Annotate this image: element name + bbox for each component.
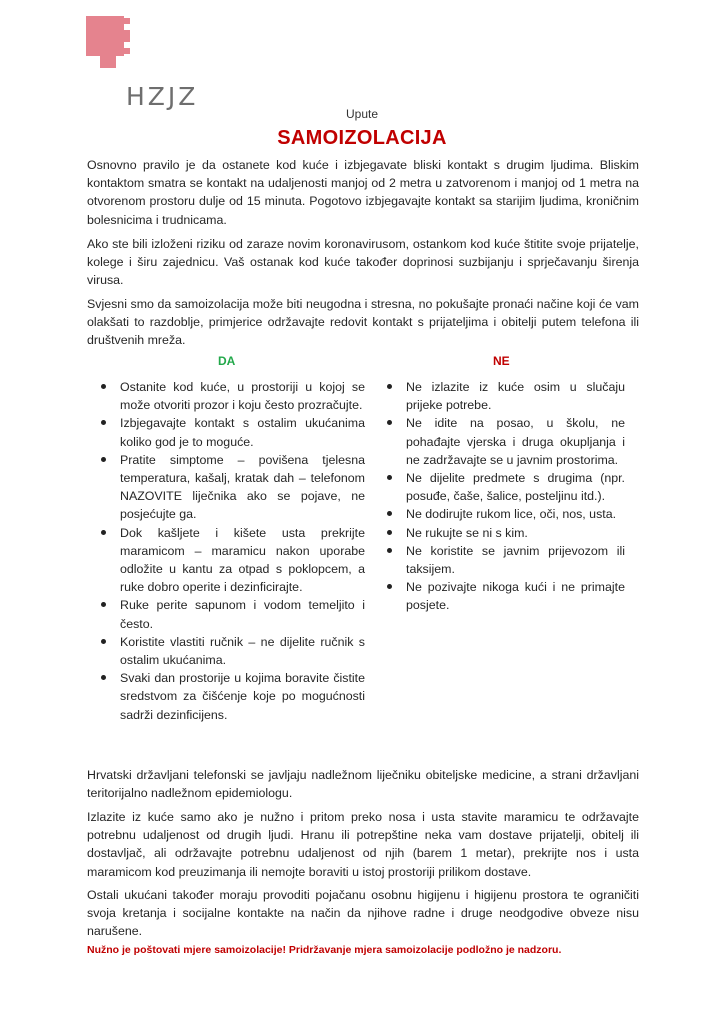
logo-block-bottom: [100, 56, 116, 68]
da-item: Izbjegavajte kontakt s ostalim ukućanima koliko god je to moguće.: [101, 414, 365, 450]
ne-item: Ne izlazite iz kuće osim u slučaju prijeke potrebe.: [387, 378, 625, 414]
ne-item: Ne rukujte se ni s kim.: [387, 524, 625, 542]
hzjz-logo: [86, 16, 206, 111]
da-item: Koristite vlastiti ručnik – ne dijelite ručnik s ostalim ukućanima.: [101, 633, 365, 669]
da-item: Pratite simptome – povišena tjelesna temperatura, kašalj, kratak dah – telefonom NAZOVITE liječnika ako se pojave, ne posjećujte ga.: [101, 451, 365, 524]
logo-text: HZJZ: [126, 82, 199, 111]
da-item: Ostanite kod kuće, u prostoriji u kojoj se može otvoriti prozor i koju često prozračujte.: [101, 378, 365, 414]
ne-item: Ne pozivajte nikoga kući i ne primajte posjete.: [387, 578, 625, 614]
document-subtitle: Upute: [345, 107, 379, 121]
outro-paragraph-3: Ostali ukućani također moraju provoditi pojačanu osobnu higijenu i higijenu prostora te ograničiti svoja kretanja i socijalne kontakte na način da njihove radne i druge neodgodive obveze nisu narušene.: [87, 888, 639, 939]
ne-item: Ne koristite se javnim prijevozom ili taksijem.: [387, 542, 625, 578]
intro-paragraph-2: Ako ste bili izloženi riziku od zaraze novim koronavirusom, ostankom kod kuće štitite svoje prijatelje, kolege i širu zajednicu. Vaš ostanak kod kuće također doprinosi suzbijanju i sprječavanju širenja virusa.: [87, 237, 639, 288]
intro-paragraph-3: Svjesni smo da samoizolacija može biti neugodna i stresna, no pokušajte pronaći načine koji će vam olakšati to razdoblje, primjerice održavajte redovit kontakt s prijateljima i obitelji putem telefona ili društvenih mreža.: [87, 297, 639, 348]
ne-item: Ne idite na posao, u školu, ne pohađajte vjerska i druga okupljanja i ne zadržavajte se u javnim prostorima.: [387, 414, 625, 469]
logo-block-large: [86, 16, 124, 56]
ne-heading: NE: [493, 354, 510, 368]
da-list: [101, 378, 365, 724]
ne-list: [387, 378, 625, 615]
document-title: SAMOIZOLACIJA: [277, 127, 447, 149]
intro-paragraph-1: Osnovno pravilo je da ostanete kod kuće i izbjegavate bliski kontakt s drugim ljudima. Bliskim kontaktom smatra se kontakt na udaljenosti manjoj od 2 metra u zatvorenom i manjoj od 1 metra na otvorenom prostoru dulje od 15 minuta. Pogotovo izbjegavajte kontakt sa starijim ljudima, kroničnim bolesnicima i trudnicama.: [87, 158, 639, 227]
outro-paragraph-1: Hrvatski državljani telefonski se javljaju nadležnom liječniku obiteljske medicine, a strani državljani teritorijalno nadležnom epidemiologu.: [87, 768, 639, 801]
ne-item: Ne dijelite predmete s drugima (npr. posuđe, čaše, šalice, posteljinu itd.).: [387, 469, 625, 505]
da-item: Ruke perite sapunom i vodom temeljito i često.: [101, 596, 365, 632]
supervision-notice: Nužno je poštovati mjere samoizolacije! Pridržavanje mjera samoizolacije podložno je nadzoru.: [87, 944, 562, 956]
da-item: Svaki dan prostorije u kojima boravite čistite sredstvom za čišćenje koje po mogućnosti sadrži dezinficijens.: [101, 669, 365, 724]
outro-paragraph-2: Izlazite iz kuće samo ako je nužno i pritom preko nosa i usta stavite maramicu te održavajte potrebnu udaljenost od drugih ljudi. Hranu ili potrepštine neka vam dostave prijatelji, obitelj ili dostavljač, ali održavajte potrebnu udaljenost od njih (barem 1 metar), prekrijte nos i usta maramicom kod preuzimanja ili nemojte boraviti u istoj prostoriji prilikom dostave.: [87, 810, 639, 879]
logo-block-top-right: [124, 18, 130, 24]
da-item: Dok kašljete i kišete usta prekrijte maramicom – maramicu nakon uporabe odložite u kantu za otpad s poklopcem, a ruke dobro operite i dezinficirajte.: [101, 524, 365, 597]
logo-block-small: [124, 48, 130, 54]
da-heading: DA: [218, 354, 236, 368]
ne-item: Ne dodirujte rukom lice, oči, nos, usta.: [387, 505, 625, 523]
logo-block-right: [124, 30, 130, 42]
